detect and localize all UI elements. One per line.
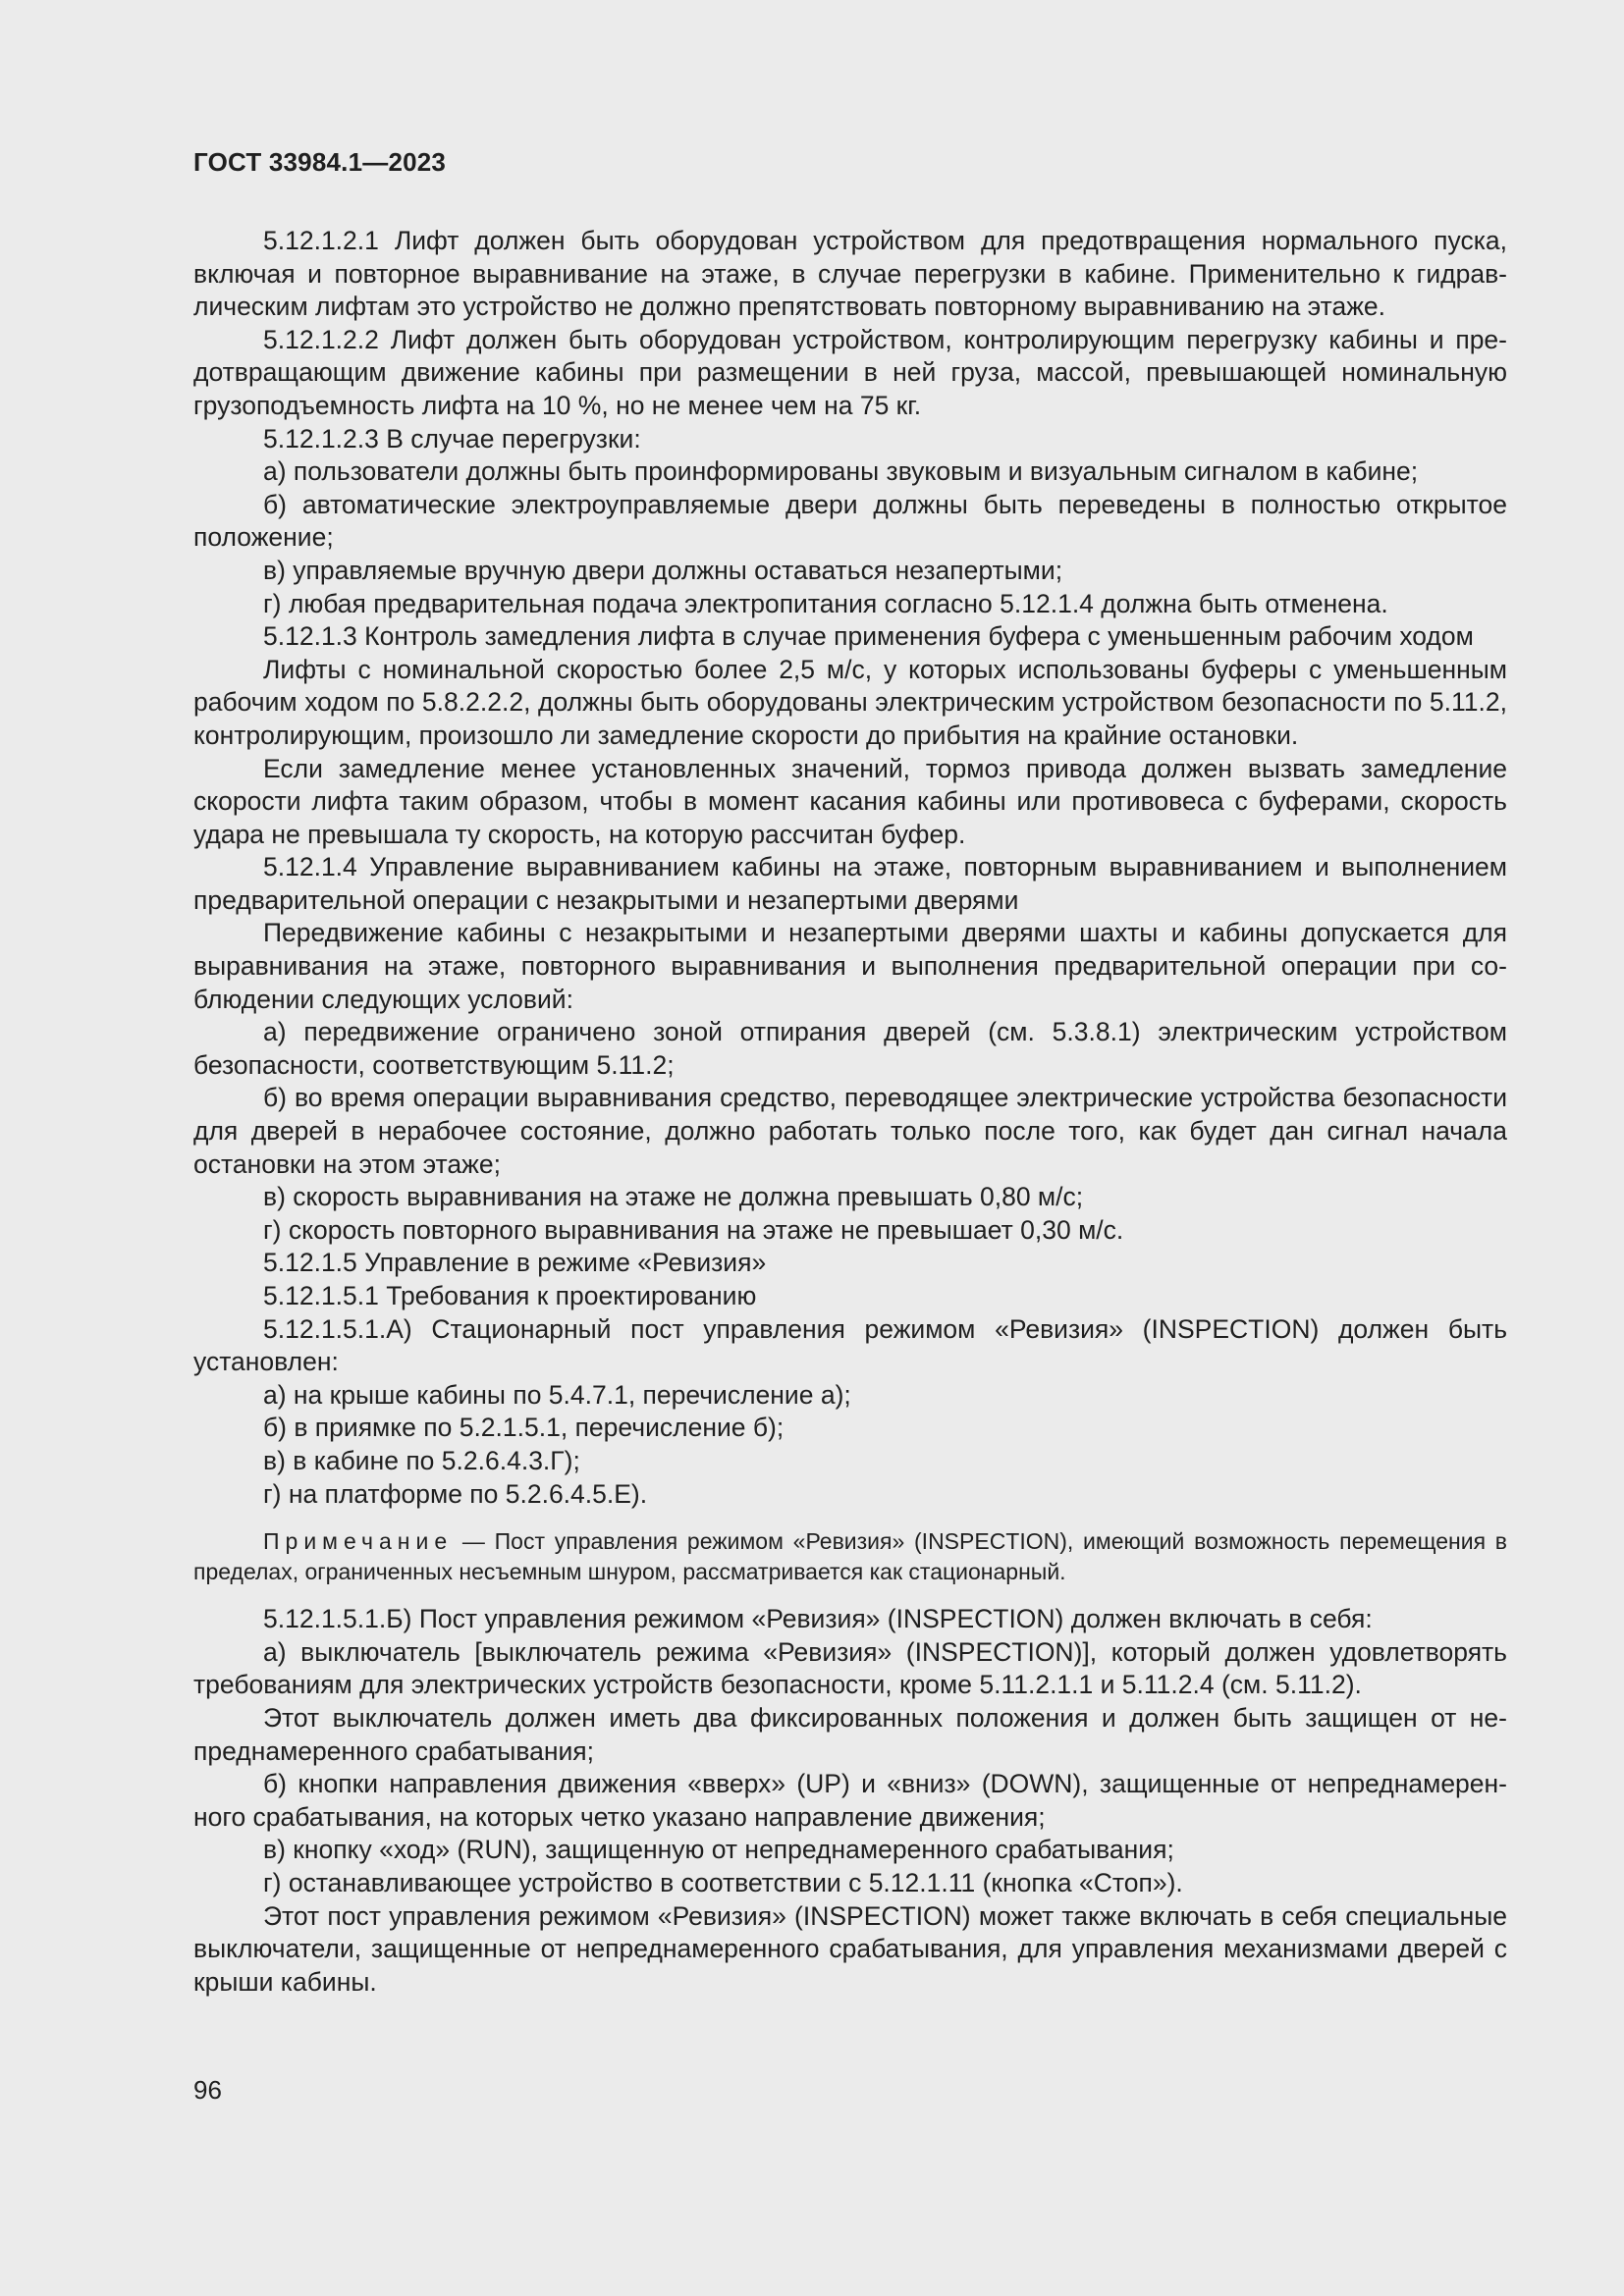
paragraph: 5.12.1.2.1 Лифт должен быть оборудован устройством для предотвращения нормального пуска, включая и повторное выравнивание на этаже, в случае перегрузки в кабине. Применительно к гидравлическим лифтам это устройство не должно препятствовать повторному выравниванию на этаже. (193, 226, 1507, 322)
paragraph: а) передвижение ограничено зоной отпирания дверей (см. 5.3.8.1) электрическим устройством безопасности, соответствующим 5.11.2; (193, 1017, 1507, 1080)
paragraph: 5.12.1.5.1.Б) Пост управления режимом «Ревизия» (INSPECTION) должен включать в себя: (263, 1604, 1373, 1634)
paragraph: б) кнопки направления движения «вверх» (UP) и «вниз» (DOWN), защищенные от непреднамеренного срабатывания, на которых четко указано направление движения; (193, 1769, 1507, 1832)
paragraph: Лифты с номинальной скоростью более 2,5 м/с, у которых использованы буферы с уменьшенным рабочим ходом по 5.8.2.2.2, должны быть оборудованы электрическим устройством безопасности по 5.11.2, контролирующим, произошло ли замедление скорости до прибытия на крайние остановки. (193, 654, 1507, 750)
paragraph: Если замедление менее установленных значений, тормоз привода должен вызвать замедление скорости лифта таким образом, чтобы в момент касания кабины или противовеса с буферами, скорость удара не превышала ту скорость, на которую рассчитан буфер. (193, 753, 1507, 849)
paragraph: 5.12.1.5.1 Требования к проектированию (263, 1281, 757, 1310)
note-dash: — (453, 1528, 495, 1555)
paragraph: б) автоматические электроуправляемые двери должны быть переведены в полностью открытое положение; (193, 489, 1507, 553)
paragraph: 5.12.1.4 Управление выравниванием кабины на этаже, повторным выравниванием и выполнением предварительной операции с незакрытыми и незапертыми дверями (193, 852, 1507, 915)
note-text: Пост управления режимом «Ревизия» (INSPECTION), имеющий возможность перемещения в пределах, ограниченных несъемным шнуром, рассматривается как стационарный. (193, 1528, 1507, 1585)
paragraph: б) в приямке по 5.2.1.5.1, перечисление б); (263, 1413, 785, 1443)
paragraph: в) скорость выравнивания на этаже не должна превышать 0,80 м/с; (263, 1182, 1084, 1212)
paragraph: а) на крыше кабины по 5.4.7.1, перечисление а); (263, 1379, 851, 1410)
paragraph: а) выключатель [выключатель режима «Ревизия» (INSPECTION)], который должен удовлетворять требованиям для электрических устройств безопасности, кроме 5.11.2.1.1 и 5.11.2.4 (см. 5.11.2). (193, 1636, 1507, 1700)
paragraph: 5.12.1.5.1.А) Стационарный пост управления режимом «Ревизия» (INSPECTION) должен быть установлен: (193, 1313, 1507, 1377)
paragraph: Этот пост управления режимом «Ревизия» (INSPECTION) может также включать в себя специальные выключатели, защищенные от непреднамеренного срабатывания, для управления механизмами дверей с крыши кабины. (193, 1900, 1507, 1997)
paragraph: г) останавливающее устройство в соответствии с 5.12.1.11 (кнопка «Стоп»). (263, 1867, 1183, 1897)
page-number: 96 (193, 2075, 222, 2105)
note (193, 1526, 1507, 1587)
paragraph: 5.12.1.3 Контроль замедления лифта в случае применения буфера с уменьшенным рабочим ходом (263, 621, 1474, 652)
paragraph: б) во время операции выравнивания средство, переводящее электрические устройства безопасности для дверей в нерабочее состояние, должно работать только после того, как будет дан сигнал начала остановки на этом этаже; (193, 1083, 1507, 1179)
paragraph: 5.12.1.5 Управление в режиме «Ревизия» (263, 1248, 767, 1278)
document-body (193, 225, 1507, 1999)
paragraph: 5.12.1.2.3 В случае перегрузки: (263, 423, 641, 454)
paragraph: Этот выключатель должен иметь два фиксированных положения и должен быть защищен от непреднамеренного срабатывания; (193, 1702, 1507, 1766)
paragraph: а) пользователи должны быть проинформированы звуковым и визуальным сигналом в кабине; (263, 456, 1419, 487)
note-label: Примечание (263, 1528, 454, 1555)
paragraph: в) управляемые вручную двери должны оставаться незапертыми; (263, 555, 1063, 585)
paragraph: г) скорость повторного выравнивания на этаже не превышает 0,30 м/с. (263, 1214, 1124, 1245)
paragraph: в) в кабине по 5.2.6.4.3.Г); (263, 1445, 580, 1475)
document-header: ГОСТ 33984.1—2023 (193, 147, 447, 177)
paragraph: в) кнопку «ход» (RUN), защищенную от непреднамеренного срабатывания; (263, 1835, 1174, 1865)
paragraph: 5.12.1.2.2 Лифт должен быть оборудован устройством, контролирующим перегрузку кабины и предотвращающим движение кабины при размещении в ней груза, массой, превышающей номинальную грузоподъемность лифта на 10 %, но не менее чем на 75 кг. (193, 324, 1507, 420)
paragraph: г) на платформе по 5.2.6.4.5.Е). (263, 1478, 648, 1509)
paragraph: г) любая предварительная подача электропитания согласно 5.12.1.4 должна быть отменена. (263, 588, 1388, 618)
paragraph: Передвижение кабины с незакрытыми и незапертыми дверями шахты и кабины допускается для выравнивания на этаже, повторного выравнивания и выполнения предварительной операции при соблюдении следующих условий: (193, 918, 1507, 1014)
